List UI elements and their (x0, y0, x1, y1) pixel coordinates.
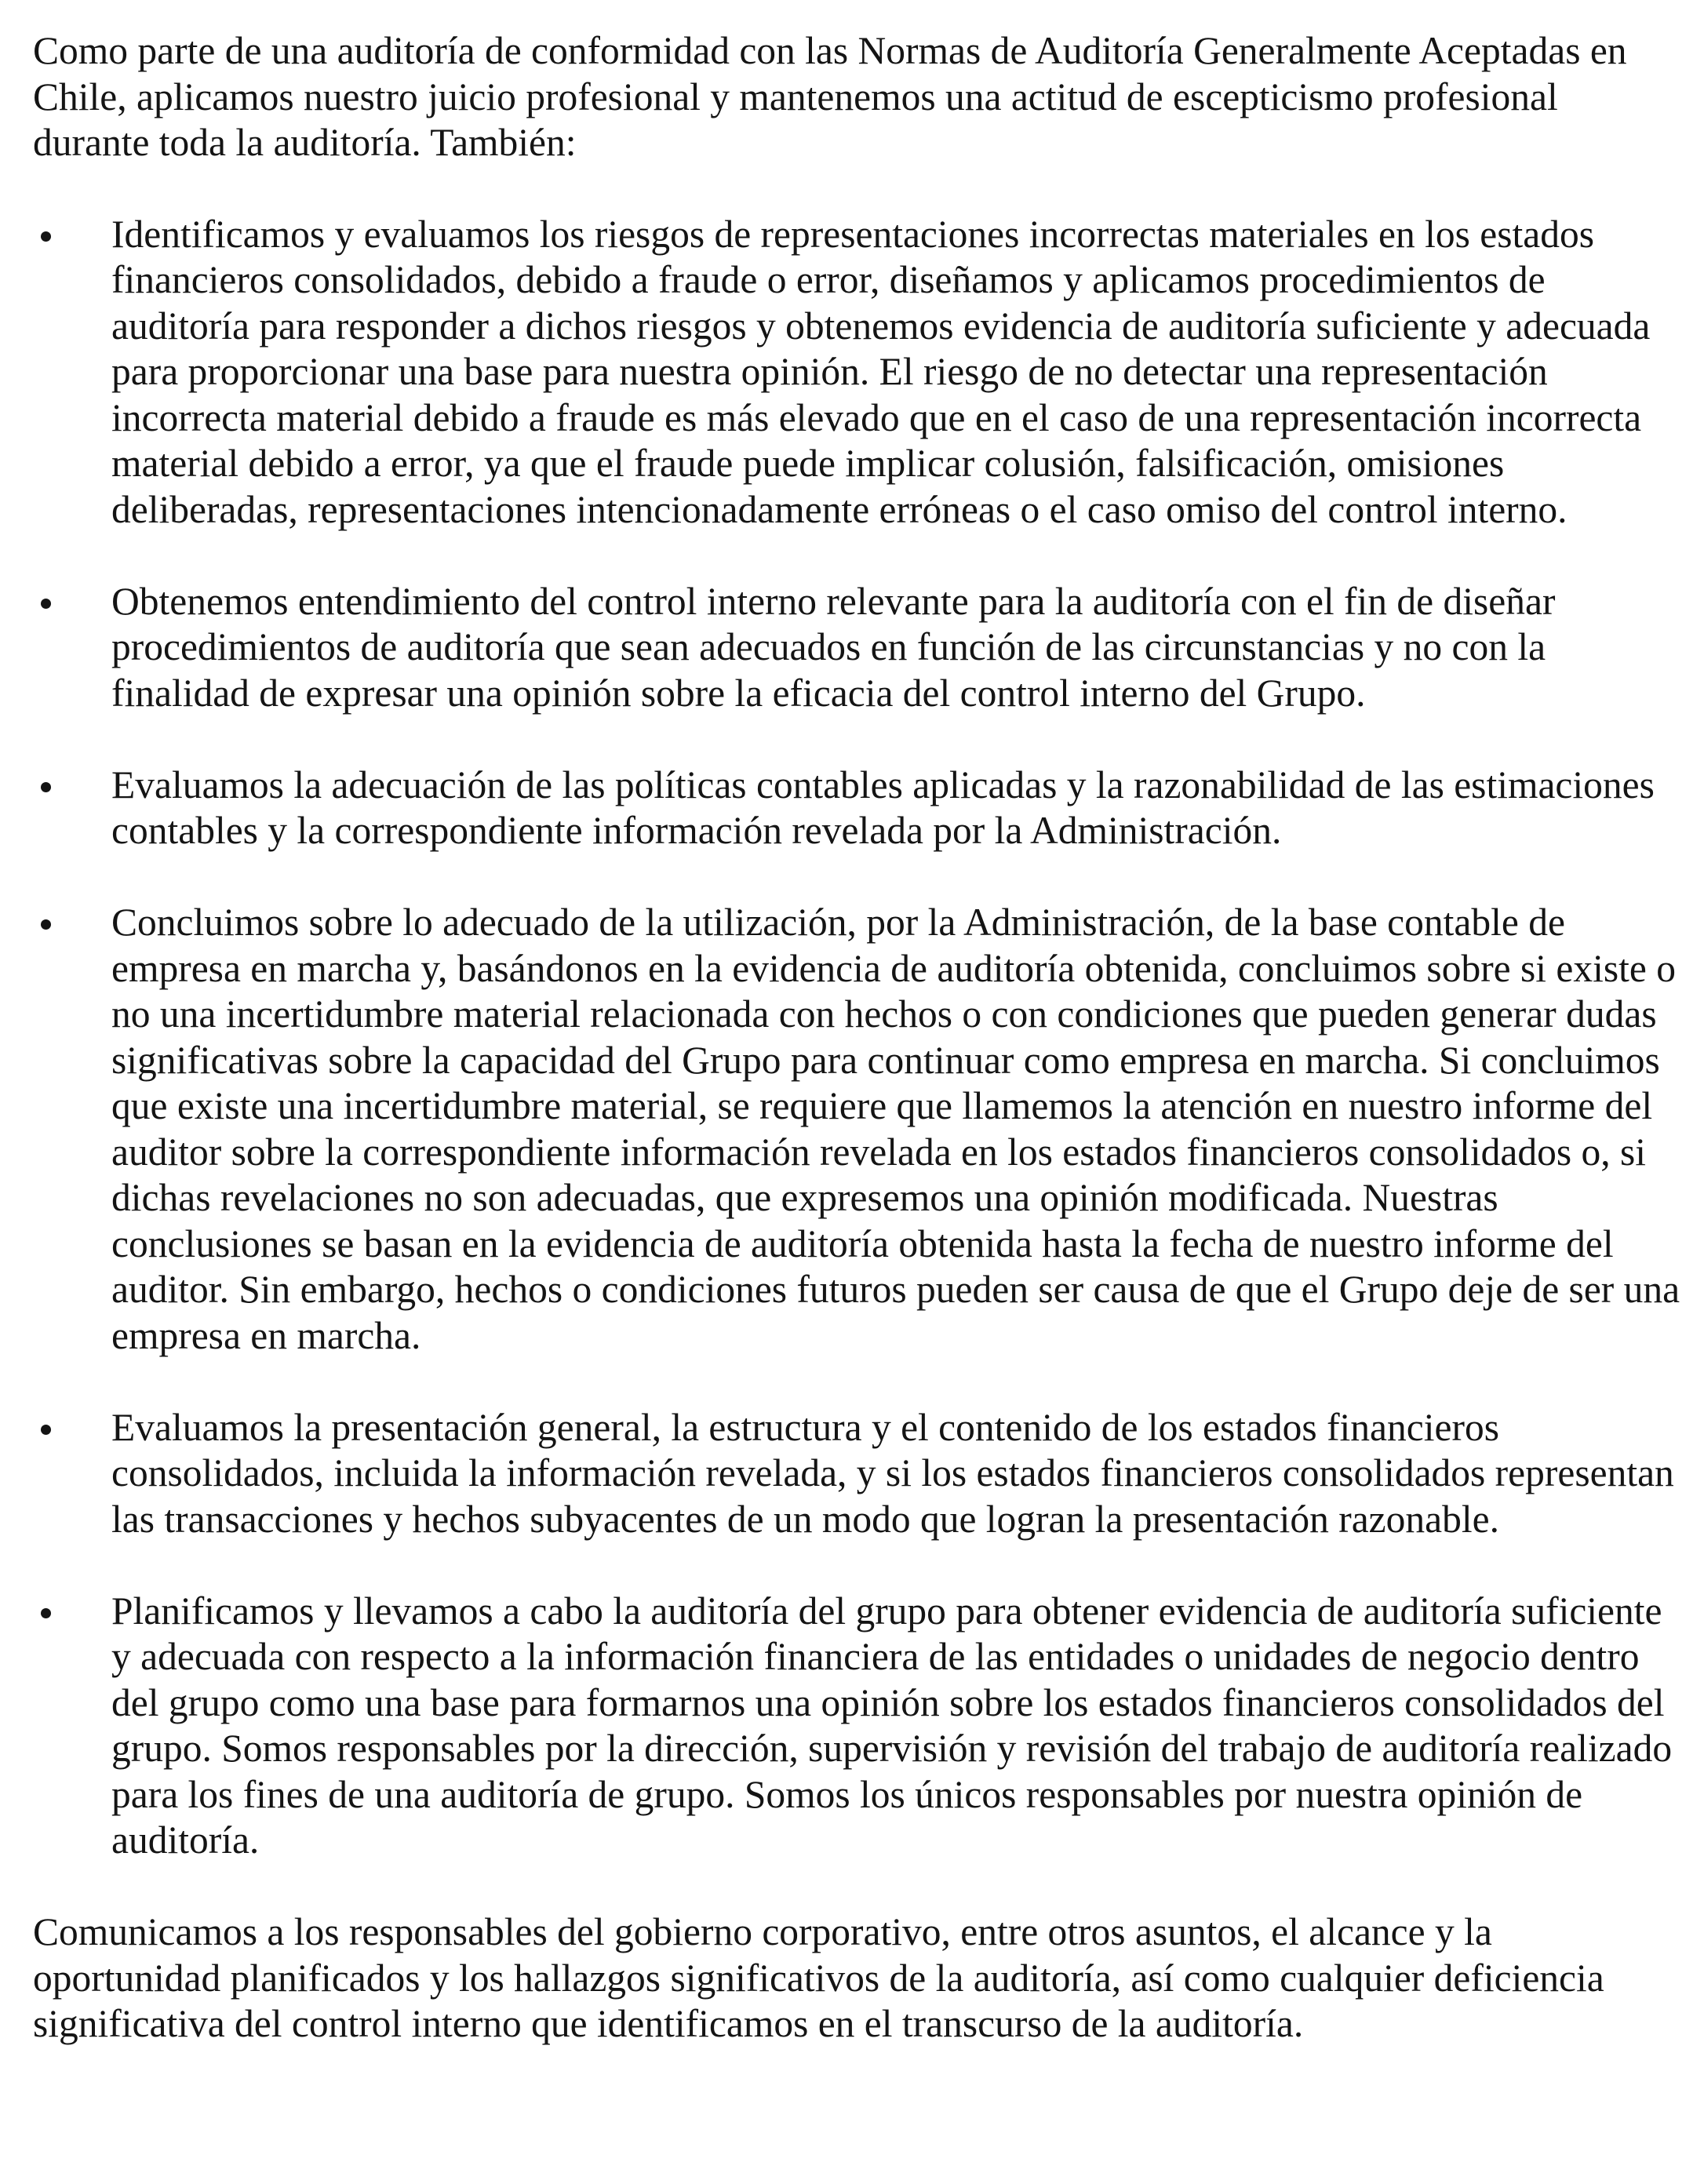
bullet-icon (41, 1608, 51, 1618)
intro-paragraph: Como parte de una auditoría de conformidad con las Normas de Auditoría Generalmente Aceptadas en Chile, aplicamos nuestro juicio profesional y mantenemos una actitud de escepticismo profesional durante toda la auditoría. También: (33, 29, 1627, 164)
document-page (33, 28, 1680, 2048)
list-item-text: Evaluamos la adecuación de las políticas contables aplicadas y la razonabilidad de las estimaciones contables y la correspondiente información revelada por la Administración. (111, 763, 1655, 852)
list-item (33, 1405, 1680, 1543)
list-item-text: Identificamos y evaluamos los riesgos de representaciones incorrectas materiales en los estados financieros consolidados, debido a fraude o error, diseñamos y aplicamos procedimientos de auditoría para responder a dichos riesgos y obtenemos evidencia de auditoría suficiente y adecuada para proporcionar una base para nuestra opinión. El riesgo de no detectar una representación incorrecta material debido a fraude es más elevado que en el caso de una representación incorrecta material debido a error, ya que el fraude puede implicar colusión, falsificación, omisiones deliberadas, representaciones intencionadamente erróneas o el caso omiso del control interno. (111, 212, 1651, 531)
list-item (33, 212, 1680, 533)
procedures-list (33, 212, 1680, 1864)
bullet-icon (41, 1425, 51, 1435)
bullet-icon (41, 599, 51, 609)
bullet-icon (41, 919, 51, 930)
list-item (33, 1589, 1680, 1864)
list-item-text: Obtenemos entendimiento del control interno relevante para la auditoría con el fin de diseñar procedimientos de auditoría que sean adecuados en función de las circunstancias y no con la finalidad de expresar una opinión sobre la eficacia del control interno del Grupo. (111, 579, 1556, 715)
bullet-icon (41, 782, 51, 792)
list-item (33, 579, 1680, 717)
bullet-icon (41, 231, 51, 242)
list-item-text: Concluimos sobre lo adecuado de la utilización, por la Administración, de la base contable de empresa en marcha y, basándonos en la evidencia de auditoría obtenida, concluimos sobre si existe o no una incertidumbre material relacionada con hechos o con condiciones que pueden generar dudas significativas sobre la capacidad del Grupo para continuar como empresa en marcha. Si concluimos que existe una incertidumbre material, se requiere que llamemos la atención en nuestro informe del auditor sobre la correspondiente información revelada en los estados financieros consolidados o, si dichas revelaciones no son adecuadas, que expresemos una opinión modificada. Nuestras conclusiones se basan en la evidencia de auditoría obtenida hasta la fecha de nuestro informe del auditor. Sin embargo, hechos o condiciones futuros pueden ser causa de que el Grupo deje de ser una empresa en marcha. (111, 901, 1680, 1357)
list-item-text: Planificamos y llevamos a cabo la auditoría del grupo para obtener evidencia de auditoría suficiente y adecuada con respecto a la información financiera de las entidades o unidades de negocio dentro del grupo como una base para formarnos una opinión sobre los estados financieros consolidados del grupo. Somos responsables por la dirección, supervisión y revisión del trabajo de auditoría realizado para los fines de una auditoría de grupo. Somos los únicos responsables por nuestra opinión de auditoría. (111, 1589, 1673, 1862)
list-item (33, 763, 1680, 854)
list-item (33, 900, 1680, 1359)
list-item-text: Evaluamos la presentación general, la estructura y el contenido de los estados financieros consolidados, incluida la información revelada, y si los estados financieros consolidados representan las transacciones y hechos subyacentes de un modo que logran la presentación razonable. (111, 1405, 1674, 1541)
closing-paragraph: Comunicamos a los responsables del gobierno corporativo, entre otros asuntos, el alcance y la oportunidad planificados y los hallazgos significativos de la auditoría, así como cualquier deficiencia significativa del control interno que identificamos en el transcurso de la auditoría. (33, 1910, 1604, 2045)
